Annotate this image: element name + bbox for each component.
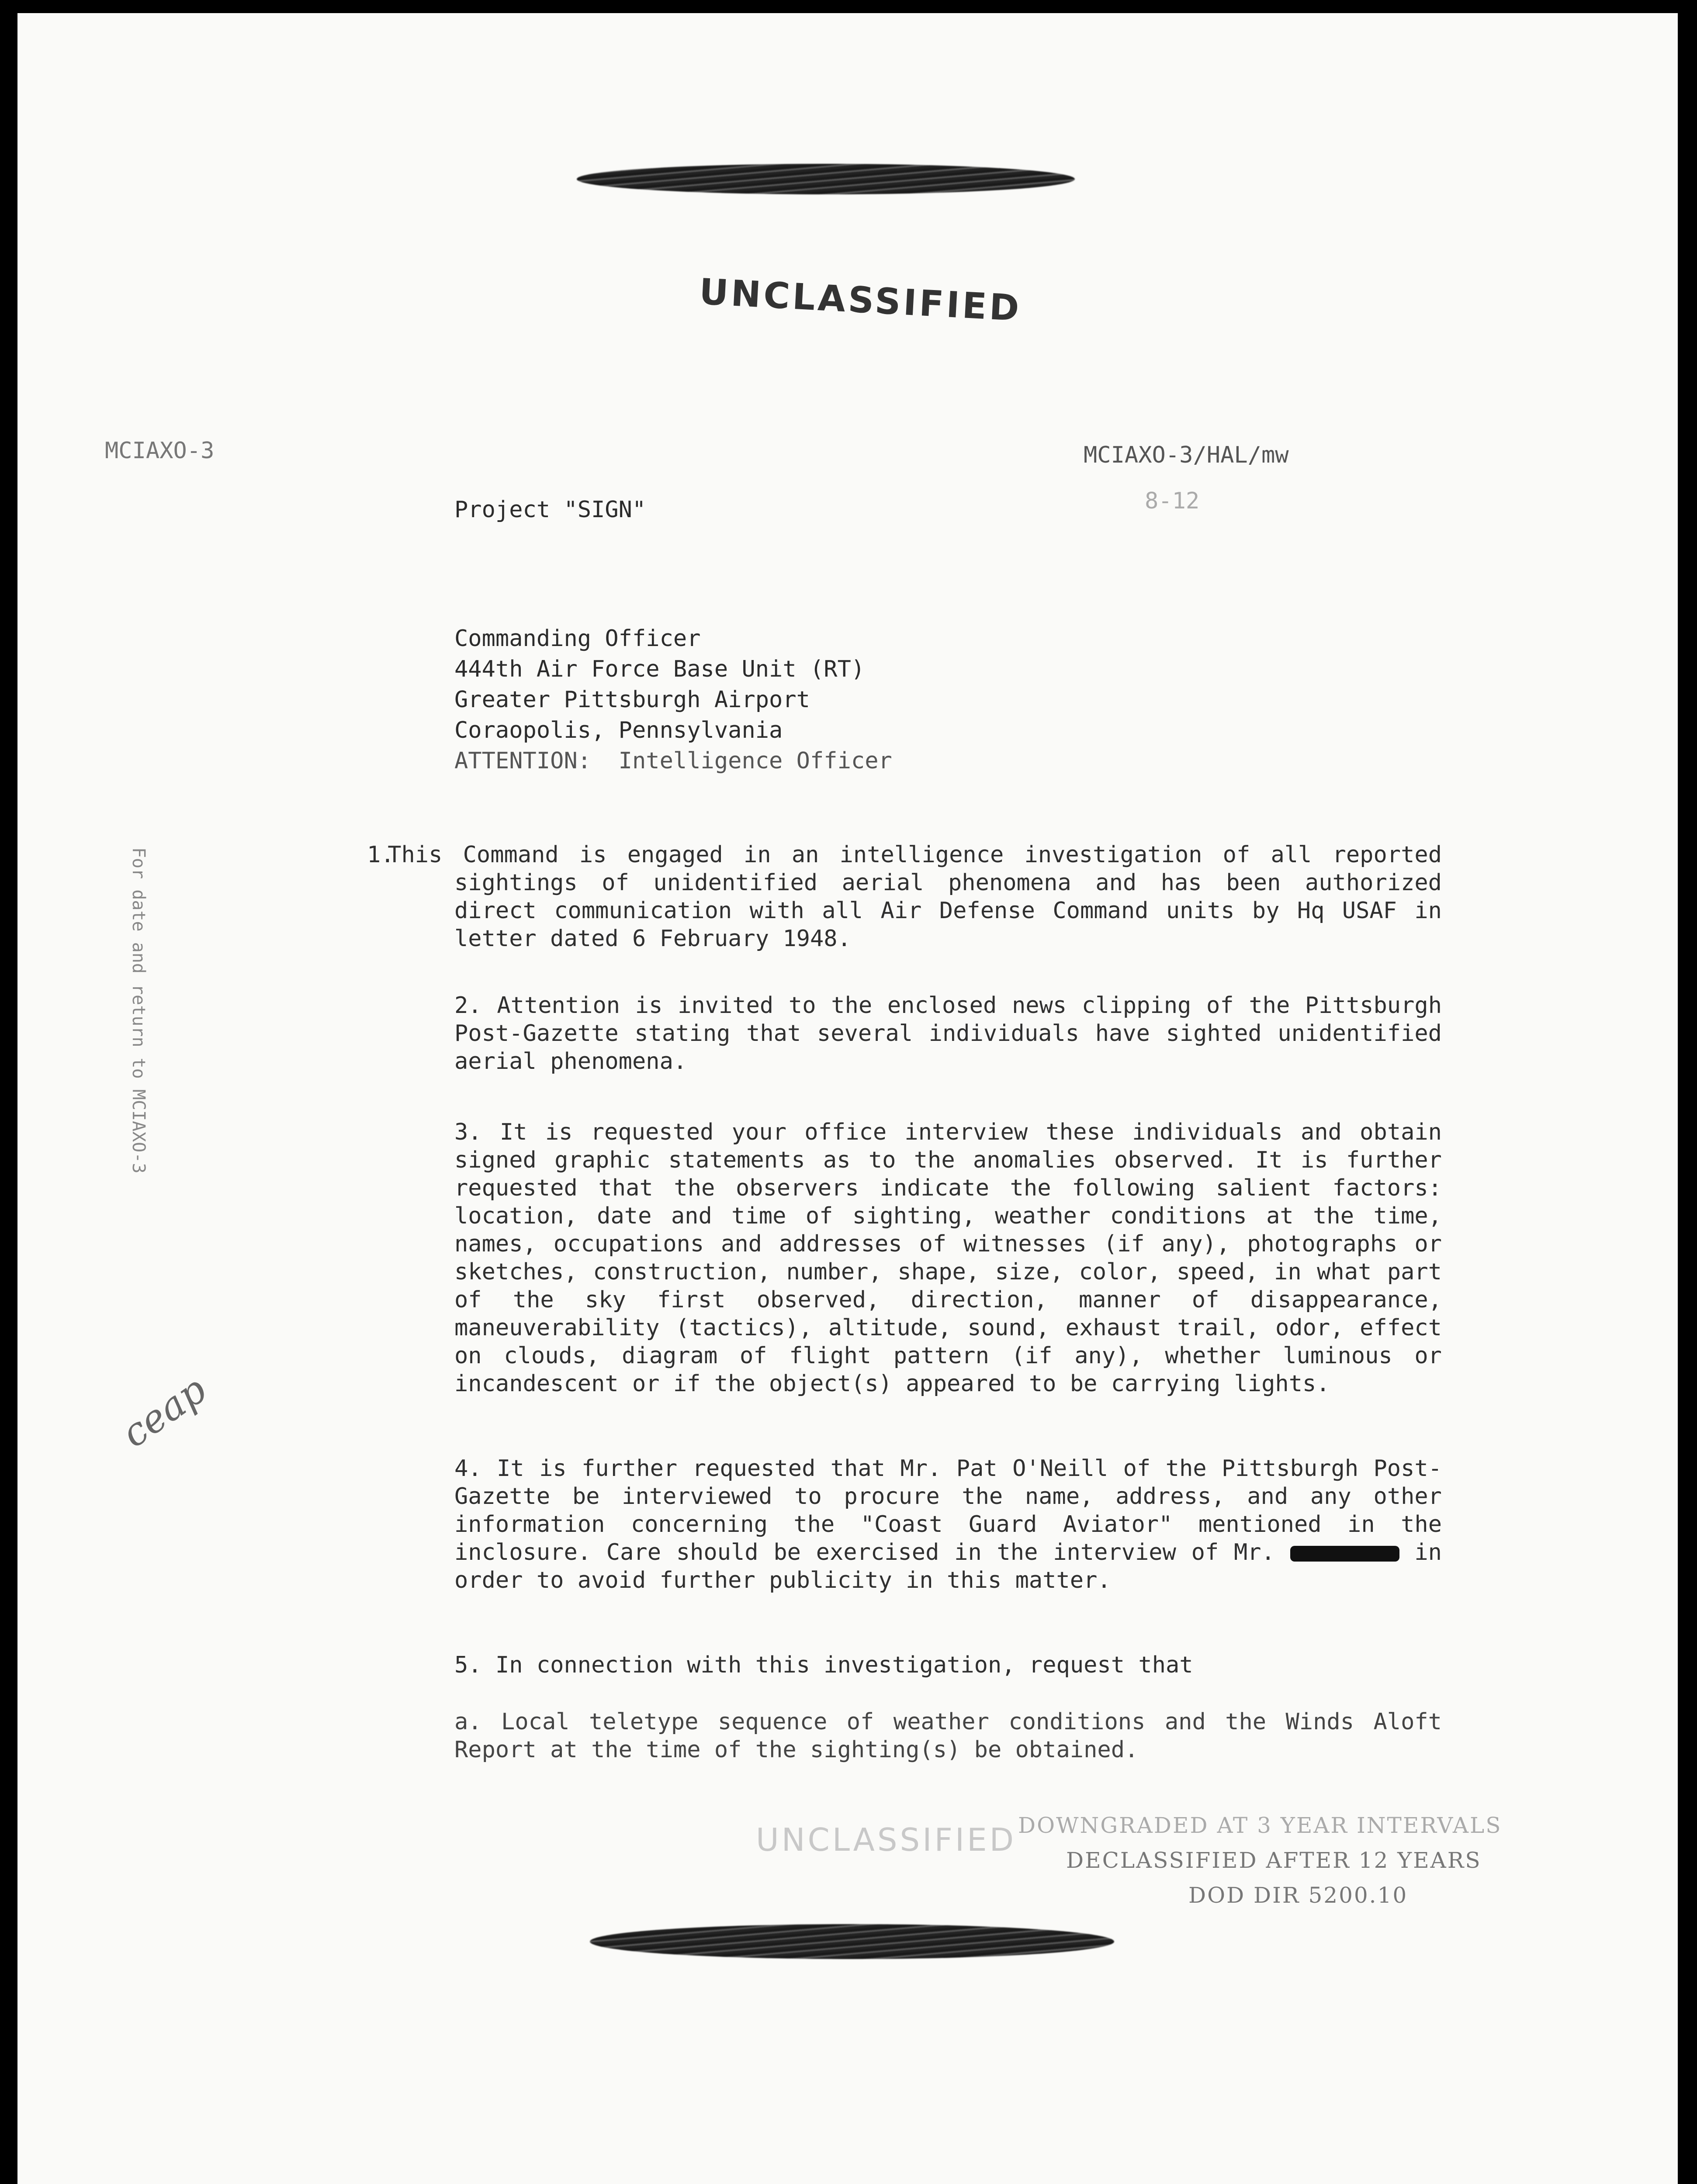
paragraph-1: 1. This Command is engaged in an intelligence investigation of all reported sightings of unidentified aerial phenomena and has been authorized direct communication with all Air Defense Command units by Hq USAF in letter dated 6 February 1948.	[367, 842, 1442, 952]
address-line: Coraopolis, Pennsylvania	[454, 717, 783, 743]
paragraph-text: It is further requested that Mr. Pat O'Neill of the Pittsburgh Post-Gazette be interviewed to procure the name, address, and any other information concerning the "Coast Guard Aviator" mentioned in the inclosure. Care should be exercised in the interview of Mr.	[454, 1455, 1442, 1565]
paragraph-number: 2.	[454, 992, 482, 1019]
top-smudge	[577, 164, 1075, 194]
file-code-right: MCIAXO-3/HAL/mw	[1084, 442, 1289, 468]
bottom-smudge	[590, 1924, 1114, 1959]
paragraph-text: in order to avoid further publicity in this matter.	[454, 1539, 1442, 1593]
handwritten-initials: ceap	[113, 1367, 215, 1456]
subject-line: Project "SIGN"	[454, 497, 646, 523]
file-code-left: MCIAXO-3	[105, 438, 215, 464]
paragraph-text: Attention is invited to the enclosed news clipping of the Pittsburgh Post-Gazette stating that several individuals have sighted unidentified aerial phenomena.	[454, 992, 1442, 1075]
paragraph-text: In connection with this investigation, request that	[495, 1652, 1193, 1678]
declass-line-2: DECLASSIFIED AFTER 12 YEARS	[1066, 1848, 1482, 1873]
paragraph-2	[454, 992, 1442, 1075]
declass-line-3: DOD DIR 5200.10	[1188, 1883, 1408, 1908]
margin-note: For date and return to MCIAXO-3	[128, 847, 149, 1174]
paragraph-number: 3.	[454, 1119, 482, 1145]
address-line: Greater Pittsburgh Airport	[454, 687, 810, 713]
sub-item-number: a.	[454, 1709, 482, 1735]
sub-item-text: Local teletype sequence of weather conditions and the Winds Aloft Report at the time of the sighting(s) be obtained.	[454, 1709, 1442, 1763]
redaction-mark	[1290, 1546, 1399, 1562]
address-line: ATTENTION: Intelligence Officer	[454, 748, 892, 774]
classification-stamp-top: UNCLASSIFIED	[698, 271, 1023, 330]
address-line: Commanding Officer	[454, 625, 701, 652]
paragraph-text: This Command is engaged in an intelligence investigation of all reported sightings of unidentified aerial phenomena and has been authorized direct communication with all Air Defense Command units by Hq USAF in letter dated 6 February 1948.	[388, 842, 1442, 952]
classification-stamp-bottom: UNCLASSIFIED	[756, 1821, 1017, 1858]
sub-item-a	[454, 1708, 1442, 1764]
declass-line-1: DOWNGRADED AT 3 YEAR INTERVALS	[1018, 1813, 1502, 1838]
paragraph-text: It is requested your office interview these individuals and obtain signed graphic statements as to the anomalies observed. It is further requested that the observers indicate the following salient factors: location, date and time of sighting, weather conditions at the time, names, occupations and addresses of witnesses (if any), photographs or sketches, construction, number, shape, size, color, speed, in what part of the sky first observed, direction, manner of disappearance, maneuverability (tactics), altitude, sound, exhaust trail, odor, effect on clouds, diagram of flight pattern (if any), whether luminous or incandescent or if the object(s) appeared to be carrying lights.	[454, 1119, 1442, 1397]
date-fragment: 8-12	[1145, 488, 1200, 514]
paragraph-number: 5.	[454, 1652, 482, 1678]
address-line: 444th Air Force Base Unit (RT)	[454, 656, 865, 682]
document-page	[17, 13, 1678, 2184]
paragraph-5	[454, 1651, 1442, 1679]
paragraph-3	[454, 1118, 1442, 1398]
paragraph-4	[454, 1455, 1442, 1594]
paragraph-number: 4.	[454, 1455, 482, 1482]
